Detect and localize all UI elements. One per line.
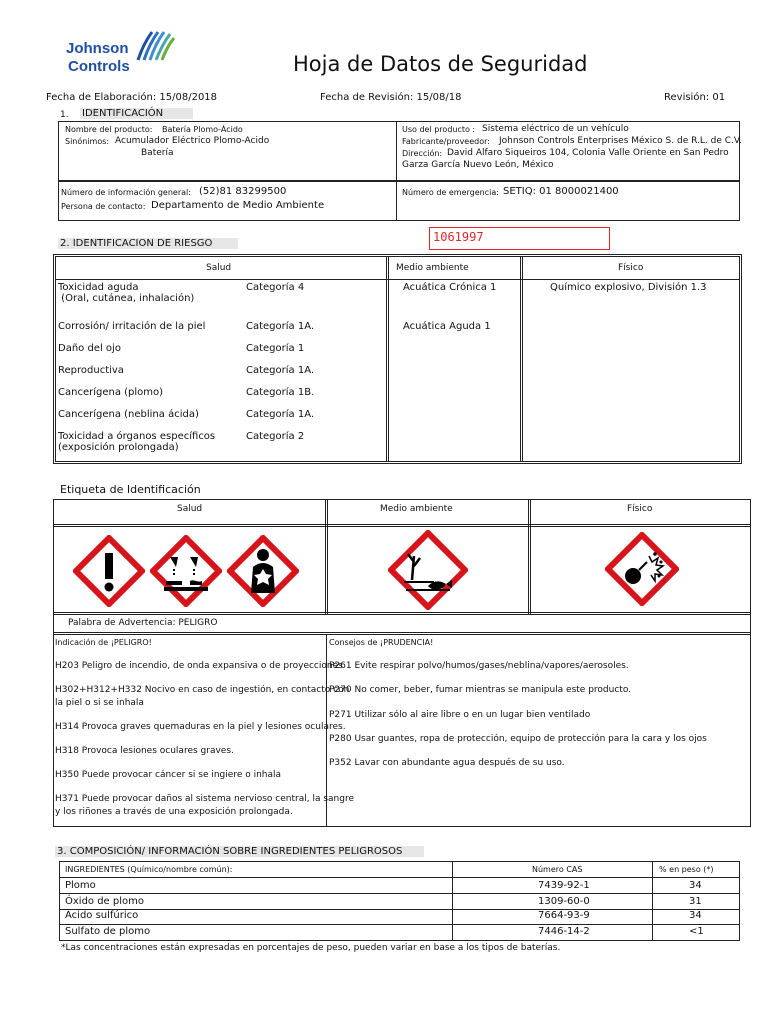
risk-salud-row — [58, 387, 378, 398]
nombre-value: Batería Plomo-Ácido — [162, 125, 243, 134]
direccion-value2: Garza García Nuevo León, México — [402, 160, 554, 170]
hazard-statement: H350 Puede provocar cáncer si se ingiere o inhala — [55, 770, 282, 780]
comp-ingredient-name: Óxido de plomo — [65, 896, 144, 907]
comp-weight: 34 — [689, 910, 702, 921]
uso-value: Sistema eléctrico de un vehículo — [482, 124, 629, 134]
fecha-revision: Fecha de Revisión: 15/08/18 — [320, 92, 462, 103]
info-value: (52)81 83299500 — [199, 186, 287, 197]
label-col-salud: Salud — [177, 504, 203, 514]
environment-icon — [388, 530, 468, 610]
risk-salud-row — [58, 409, 378, 420]
fecha-elaboracion: Fecha de Elaboración: 15/08/2018 — [46, 92, 218, 103]
identification-box-top — [58, 121, 740, 181]
hazard-statement: H371 Puede provocar daños al sistema nervioso central, la sangre — [55, 794, 354, 804]
hazard-statement: y los riñones a través de una exposición prolongada. — [55, 807, 293, 817]
risk-salud-cat: Categoría 4 — [246, 282, 305, 293]
risk-salud-cat: Categoría 1 — [246, 343, 305, 354]
risk-medio-item: Acuática Aguda 1 — [403, 321, 491, 332]
comp-weight: <1 — [689, 926, 704, 937]
risk-medio-item: Acuática Crónica 1 — [403, 282, 497, 293]
comp-ingredient-name: Sulfato de plomo — [65, 926, 151, 937]
sinonimos-label: Sinónimos: — [65, 137, 110, 146]
risk-salud-cat: Categoría 2 — [246, 431, 305, 442]
direccion-value1: David Alfaro Siqueiros 104, Colonia Valle Oriente en San Pedro — [447, 148, 729, 158]
risk-fisico-item: Químico explosivo, División 1.3 — [550, 282, 707, 293]
section1-heading: IDENTIFICACIÓN — [80, 108, 193, 119]
risk-salud-name: Corrosión/ irritación de la piel — [58, 321, 206, 332]
contacto-label: Persona de contacto: — [61, 202, 146, 211]
risk-salud-row — [58, 365, 378, 376]
fabricante-value: Johnson Controls Enterprises México S. de R.L. de C.V. — [499, 136, 742, 146]
risk-salud-sub: (Oral, cutánea, inhalación) — [58, 293, 195, 304]
risk-salud-cat: Categoría 1A. — [246, 365, 315, 376]
emergencia-label: Número de emergencia: — [402, 188, 499, 197]
risk-col-fisico: Físico — [618, 263, 644, 273]
uso-label: Uso del producto : — [402, 125, 476, 134]
label-section-heading: Etiqueta de Identificación — [60, 483, 201, 496]
hazard-statement: la piel o si se inhala — [55, 698, 144, 708]
logo-text-line2: Controls — [68, 58, 130, 75]
composition-note: *Las concentraciones están expresadas en porcentajes de peso, pueden variar en base a los tipos de baterías. — [61, 943, 561, 953]
risk-salud-name: Reproductiva — [58, 365, 124, 376]
logo-text-line1: Johnson — [66, 40, 129, 57]
document-title: Hoja de Datos de Seguridad — [293, 52, 588, 76]
stamp-number: 1061997 — [433, 230, 484, 244]
comp-col-cas: Número CAS — [532, 865, 583, 874]
comp-ingredient-name: Ácido sulfúrico — [65, 910, 139, 921]
risk-salud-row — [58, 431, 378, 453]
comp-cas-number: 7664-93-9 — [538, 910, 590, 921]
hazard-statement: H302+H312+H332 Nocivo en caso de ingestión, en contacto con — [55, 685, 350, 695]
fabricante-label: Fabricante/proveedor: — [402, 137, 490, 146]
label-col-fisico: Físico — [627, 504, 653, 514]
comp-weight: 31 — [689, 896, 702, 907]
risk-salud-sub: (exposición prolongada) — [58, 442, 179, 453]
identification-box-bottom — [58, 181, 740, 221]
signal-word: Palabra de Advertencia: PELIGRO — [68, 618, 218, 628]
revision-number: Revisión: 01 — [664, 92, 726, 103]
precautionary-statement: P280 Usar guantes, ropa de protección, equipo de protección para la cara y los ojos — [329, 734, 707, 744]
section2-heading: 2. IDENTIFICACION DE RIESGO — [58, 238, 238, 249]
sinonimos-value1: Acumulador Eléctrico Plomo-Acido — [115, 136, 270, 146]
sinonimos-value2: Batería — [141, 148, 174, 158]
health-hazard-icon — [227, 535, 299, 607]
nombre-label: Nombre del producto: — [65, 125, 153, 134]
exploding-bomb-icon — [605, 532, 679, 606]
precautionary-statement: P352 Lavar con abundante agua después de su uso. — [329, 758, 565, 768]
comp-weight: 34 — [689, 880, 702, 891]
comp-col-peso: % en peso (*) — [659, 865, 714, 874]
hazard-statement: H318 Provoca lesiones oculares graves. — [55, 746, 234, 756]
info-label: Número de información general: — [61, 188, 191, 197]
risk-salud-name: Daño del ojo — [58, 343, 121, 354]
composition-table — [59, 861, 740, 941]
risk-salud-name: Toxicidad a órganos específicos — [58, 431, 216, 442]
risk-salud-name: Cancerígena (neblina ácida) — [58, 409, 199, 420]
section3-heading: 3. COMPOSICIÓN/ INFORMACIÓN SOBRE INGREDIENTES PELIGROSOS — [55, 846, 424, 857]
comp-cas-number: 7446-14-2 — [538, 926, 590, 937]
label-table — [53, 499, 751, 827]
risk-salud-row — [58, 321, 378, 332]
comp-cas-number: 1309-60-0 — [538, 896, 590, 907]
risk-salud-name: Toxicidad aguda — [58, 282, 139, 293]
logo-swirl-icon — [132, 30, 178, 62]
precautionary-heading: Consejos de ¡PRUDENCIA! — [329, 638, 434, 647]
precautionary-statement: P271 Utilizar sólo al aire libre o en un lugar bien ventilado — [329, 710, 591, 720]
hazard-statements-heading: Indicación de ¡PELIGRO! — [55, 638, 152, 647]
exclamation-icon — [73, 535, 145, 607]
hazard-statement: H203 Peligro de incendio, de onda expansiva o de proyecciones — [55, 661, 343, 671]
risk-salud-name: Cancerígena (plomo) — [58, 387, 164, 398]
risk-salud-row — [58, 282, 378, 302]
risk-salud-cat: Categoría 1B. — [246, 387, 315, 398]
risk-salud-cat: Categoría 1A. — [246, 321, 315, 332]
section1-number: 1. — [60, 110, 69, 120]
direccion-label: Dirección: — [402, 149, 443, 158]
label-col-medio: Medio ambiente — [380, 504, 453, 514]
corrosion-icon — [150, 535, 222, 607]
risk-salud-row — [58, 343, 378, 354]
company-logo — [66, 30, 178, 78]
contacto-value: Departamento de Medio Ambiente — [151, 200, 325, 211]
document-stamp — [429, 227, 610, 250]
comp-col-ingredientes: INGREDIENTES (Químico/nombre común): — [65, 865, 233, 874]
comp-cas-number: 7439-92-1 — [538, 880, 590, 891]
comp-ingredient-name: Plomo — [65, 880, 96, 891]
precautionary-statement: P270 No comer, beber, fumar mientras se manipula este producto. — [329, 685, 632, 695]
emergencia-value: SETIQ: 01 8000021400 — [503, 186, 619, 197]
risk-table — [53, 254, 742, 464]
risk-salud-cat: Categoría 1A. — [246, 409, 315, 420]
precautionary-statement: P261 Evite respirar polvo/humos/gases/neblina/vapores/aerosoles. — [329, 661, 629, 671]
hazard-statement: H314 Provoca graves quemaduras en la piel y lesiones oculares. — [55, 722, 346, 732]
risk-col-salud: Salud — [206, 263, 232, 273]
risk-col-medio: Medio ambiente — [396, 263, 469, 273]
